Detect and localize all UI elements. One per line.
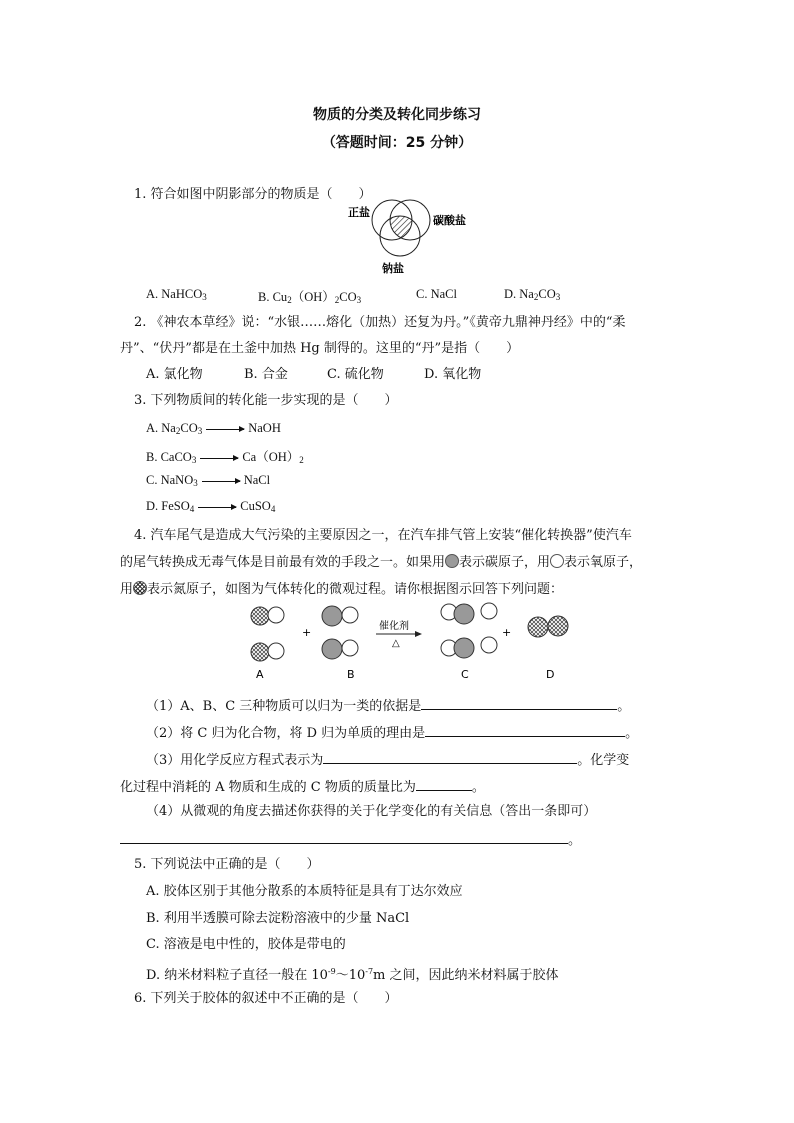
q1-stem: 1. 符合如图中阴影部分的物质是（ ） bbox=[134, 187, 372, 202]
nitrogen-atom-icon bbox=[133, 581, 147, 595]
catalyst-label: 催化剂 bbox=[379, 621, 409, 632]
q2-line-1: 2. 《神农本草经》说：“水银……熔化（加热）还复为丹。”《黄帝九鼎神丹经》中的“柔 bbox=[134, 315, 626, 330]
label-b: B bbox=[347, 668, 355, 681]
q3-stem: 3. 下列物质间的转化能一步实现的是（ ） bbox=[134, 393, 398, 408]
label-c: C bbox=[461, 668, 469, 681]
q5-stem: 5. 下列说法中正确的是（ ） bbox=[134, 857, 320, 872]
arrow-icon bbox=[202, 481, 240, 482]
q6-stem: 6. 下列关于胶体的叙述中不正确的是（ ） bbox=[134, 991, 398, 1006]
q2-option-d: D. 氧化物 bbox=[424, 367, 482, 382]
q4-sub-3: （3）用化学反应方程式表示为 。化学变 bbox=[146, 750, 629, 770]
q3-option-b: B. CaCO$_3$ $Ca(OH)_2$ bbox=[146, 450, 304, 465]
q2-option-b: B. 合金 bbox=[244, 367, 288, 382]
q2-option-c: C. 硫化物 bbox=[327, 367, 384, 382]
plus-sign-2: + bbox=[502, 626, 512, 639]
q4-sub-3-cont: 化过程中消耗的 A 物质和生成的 C 物质的质量比为 。 bbox=[120, 777, 485, 797]
q4-sub-4: （4）从微观的角度去描述你获得的关于化学变化的有关信息（答出一条即可） bbox=[146, 804, 597, 819]
label-d: D bbox=[546, 668, 555, 681]
q1-option-d: D. $Na_2CO_3$ bbox=[504, 287, 561, 302]
q1-option-b: B. $Cu_2(OH)_2CO_3$ bbox=[258, 290, 362, 305]
q5-option-d: D. 纳米材料粒子直径一般在 $10^{-9}\sim 10^{-7}m$ 之间，因此纳米材料属于胶体 bbox=[146, 967, 559, 983]
q4-line-2: 的尾气转换成无毒气体是目前最有效的手段之一。如果用 表示碳原子，用 表示氧原子， bbox=[120, 555, 643, 570]
answer-blank bbox=[120, 830, 568, 844]
label-a: A bbox=[256, 668, 264, 681]
q1-option-c: C. NaCl bbox=[416, 287, 457, 301]
q5-option-b: B. 利用半透膜可除去淀粉溶液中的少量 NaCl bbox=[146, 911, 410, 926]
page-title: 物质的分类及转化同步练习 bbox=[313, 107, 481, 123]
reaction-diagram bbox=[240, 600, 580, 686]
venn-diagram bbox=[340, 196, 480, 276]
page-subtitle: （答题时间：25 分钟） bbox=[321, 135, 473, 151]
answer-blank bbox=[416, 777, 472, 791]
q3-option-c: C. NaNO$_3$ NaCl bbox=[146, 473, 271, 488]
molecule-group-d bbox=[528, 616, 568, 637]
q3-option-a: A. $Na_2CO_3$ NaOH bbox=[146, 421, 281, 436]
q4-line-3: 用 表示氮原子，如图为气体转化的微观过程。请你根据图示回答下列问题： bbox=[120, 582, 564, 597]
q5-option-a: A. 胶体区别于其他分散系的本质特征是具有丁达尔效应 bbox=[146, 884, 463, 899]
arrow-icon bbox=[198, 507, 236, 508]
plus-sign-1: + bbox=[302, 626, 312, 639]
heat-symbol: △ bbox=[392, 638, 400, 649]
q1-option-a: A. NaHCO$_3$ bbox=[146, 287, 207, 302]
molecule-group-a bbox=[251, 607, 284, 661]
q4-sub-2: （2）将 C 归为化合物，将 D 归为单质的理由是 。 bbox=[146, 723, 638, 743]
venn-label-b: 碳酸盐 bbox=[433, 214, 466, 227]
reaction-arrow-head bbox=[415, 631, 422, 637]
venn-label-a: 正盐 bbox=[348, 206, 370, 219]
q5-option-c: C. 溶液是电中性的，胶体是带电的 bbox=[146, 937, 346, 952]
q4-sub-1: （1）A、B、C 三种物质可以归为一类的依据是 。 bbox=[146, 696, 630, 716]
arrow-icon bbox=[200, 458, 238, 459]
q2-line-2: 丹”、“伏丹”都是在土釜中加热 Hg 制得的。这里的“丹”是指（ ） bbox=[120, 341, 520, 356]
answer-blank bbox=[323, 750, 577, 764]
molecule-group-b bbox=[322, 606, 358, 659]
q4-sub-4-answer: 。 bbox=[120, 830, 581, 850]
carbon-atom-icon bbox=[445, 554, 459, 568]
venn-label-c: 钠盐 bbox=[382, 262, 404, 275]
answer-blank bbox=[421, 696, 617, 710]
q2-option-a: A. 氯化物 bbox=[146, 367, 203, 382]
arrow-icon bbox=[206, 429, 244, 430]
q4-line-1: 4. 汽车尾气是造成大气污染的主要原因之一，在汽车排气管上安装“催化转换器”使汽车 bbox=[134, 528, 632, 543]
q3-option-d: D. FeSO$_4$ CuSO$_4$ bbox=[146, 499, 276, 514]
oxygen-atom-icon bbox=[550, 554, 564, 568]
molecule-group-c bbox=[441, 603, 497, 658]
answer-blank bbox=[425, 723, 625, 737]
